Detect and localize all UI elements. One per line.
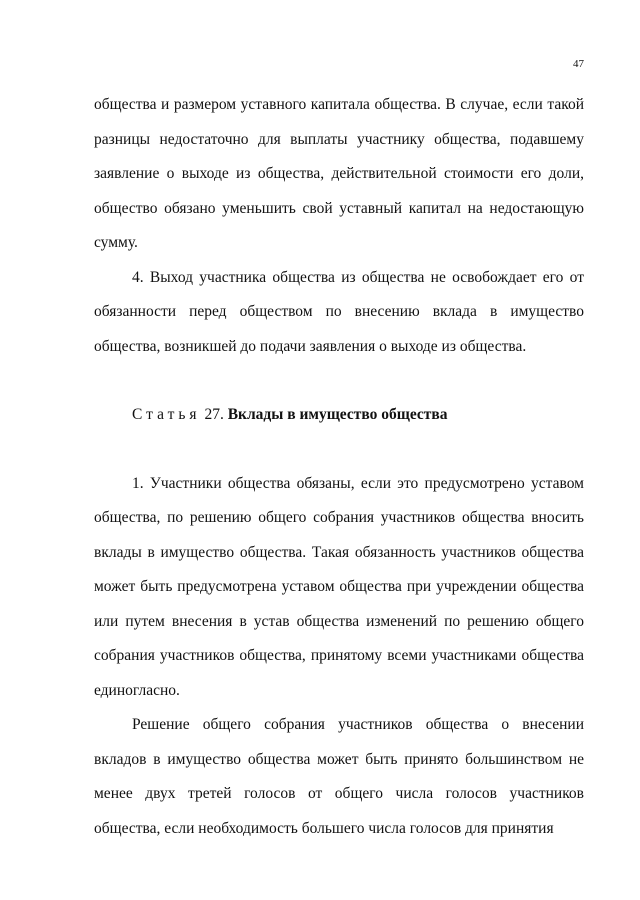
article-label: Статья [132,406,201,423]
paragraph-item-1: 1. Участники общества обязаны, если это предусмотрено уставом общества, по решению общего собрания участников общества вносить вклады в имущество общества. Такая обязанность участников общества может быть предусмотрена уставом общества при учреждении общества или путем внесения в устав общества изменений по решению общего собрания участников общества, принятому всеми участниками общества единогласно. [94,474,584,699]
paragraph-continuation: общества и размером уставного капитала общества. В случае, если такой разницы недостаточно для выплаты участнику общества, подавшему заявление о выходе из общества, действительной стоимости его доли, общество обязано уменьшить свой уставный капитал на недостающую сумму. [94,96,584,251]
paragraph-decision: Решение общего собрания участников общества о внесении вкладов в имущество общества может быть принято большинством не менее двух третей голосов от общего числа голосов участников общества, если необходимость большего числа голосов для принятия [94,716,584,837]
paragraph-item-4: 4. Выход участника общества из общества не освобождает его от обязанности перед обществом по внесению вклада в имущество общества, возникшей до подачи заявления о выходе из общества. [94,268,584,355]
article-heading [94,398,584,433]
page-number: 47 [573,58,584,70]
article-number: 27. [204,406,224,423]
document-body [94,88,584,846]
article-title: Вклады в имущество общества [227,406,448,423]
